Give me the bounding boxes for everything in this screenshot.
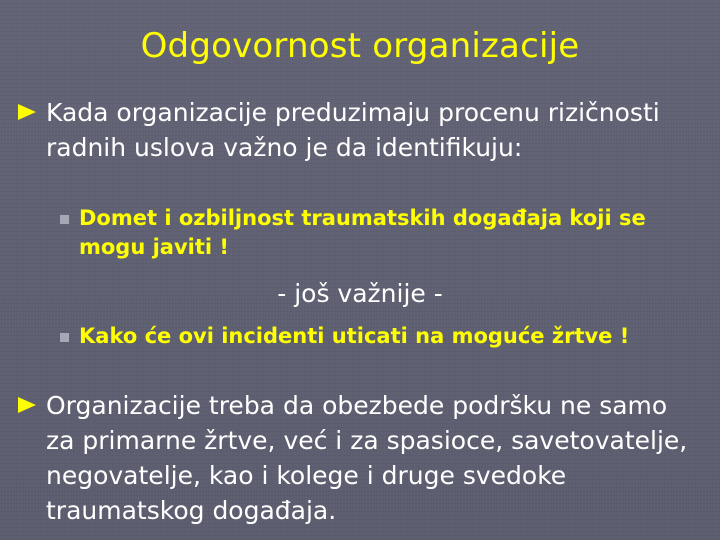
arrow-bullet-icon bbox=[18, 104, 36, 120]
bullet-item-1 bbox=[18, 95, 698, 165]
bullet-item-2 bbox=[18, 388, 698, 528]
bullet-text-1: Kada organizacije preduzimaju procenu rizičnosti radnih uslova važno je da identifikuju: bbox=[46, 98, 660, 162]
sub-bullet-item-1 bbox=[60, 204, 670, 262]
slide-title: Odgovornost organizacije bbox=[140, 26, 580, 66]
middle-line bbox=[0, 276, 720, 312]
sub-bullet-text-1: Domet i ozbiljnost traumatskih događaja koji se mogu javiti ! bbox=[79, 206, 646, 259]
sub-bullet-text-2: Kako će ovi incidenti uticati na moguće žrtve ! bbox=[79, 324, 630, 348]
square-bullet-icon bbox=[60, 333, 69, 342]
sub-bullet-item-2 bbox=[60, 322, 670, 351]
middle-text: - još važnije - bbox=[277, 279, 443, 308]
square-bullet-icon bbox=[60, 215, 69, 224]
bullet-text-2: Organizacije treba da obezbede podršku ne samo za primarne žrtve, već i za spasioce, savetovatelje, negovatelje, kao i kolege i druge svedoke traumatskog događaja. bbox=[46, 391, 688, 525]
arrow-bullet-icon bbox=[18, 397, 36, 413]
